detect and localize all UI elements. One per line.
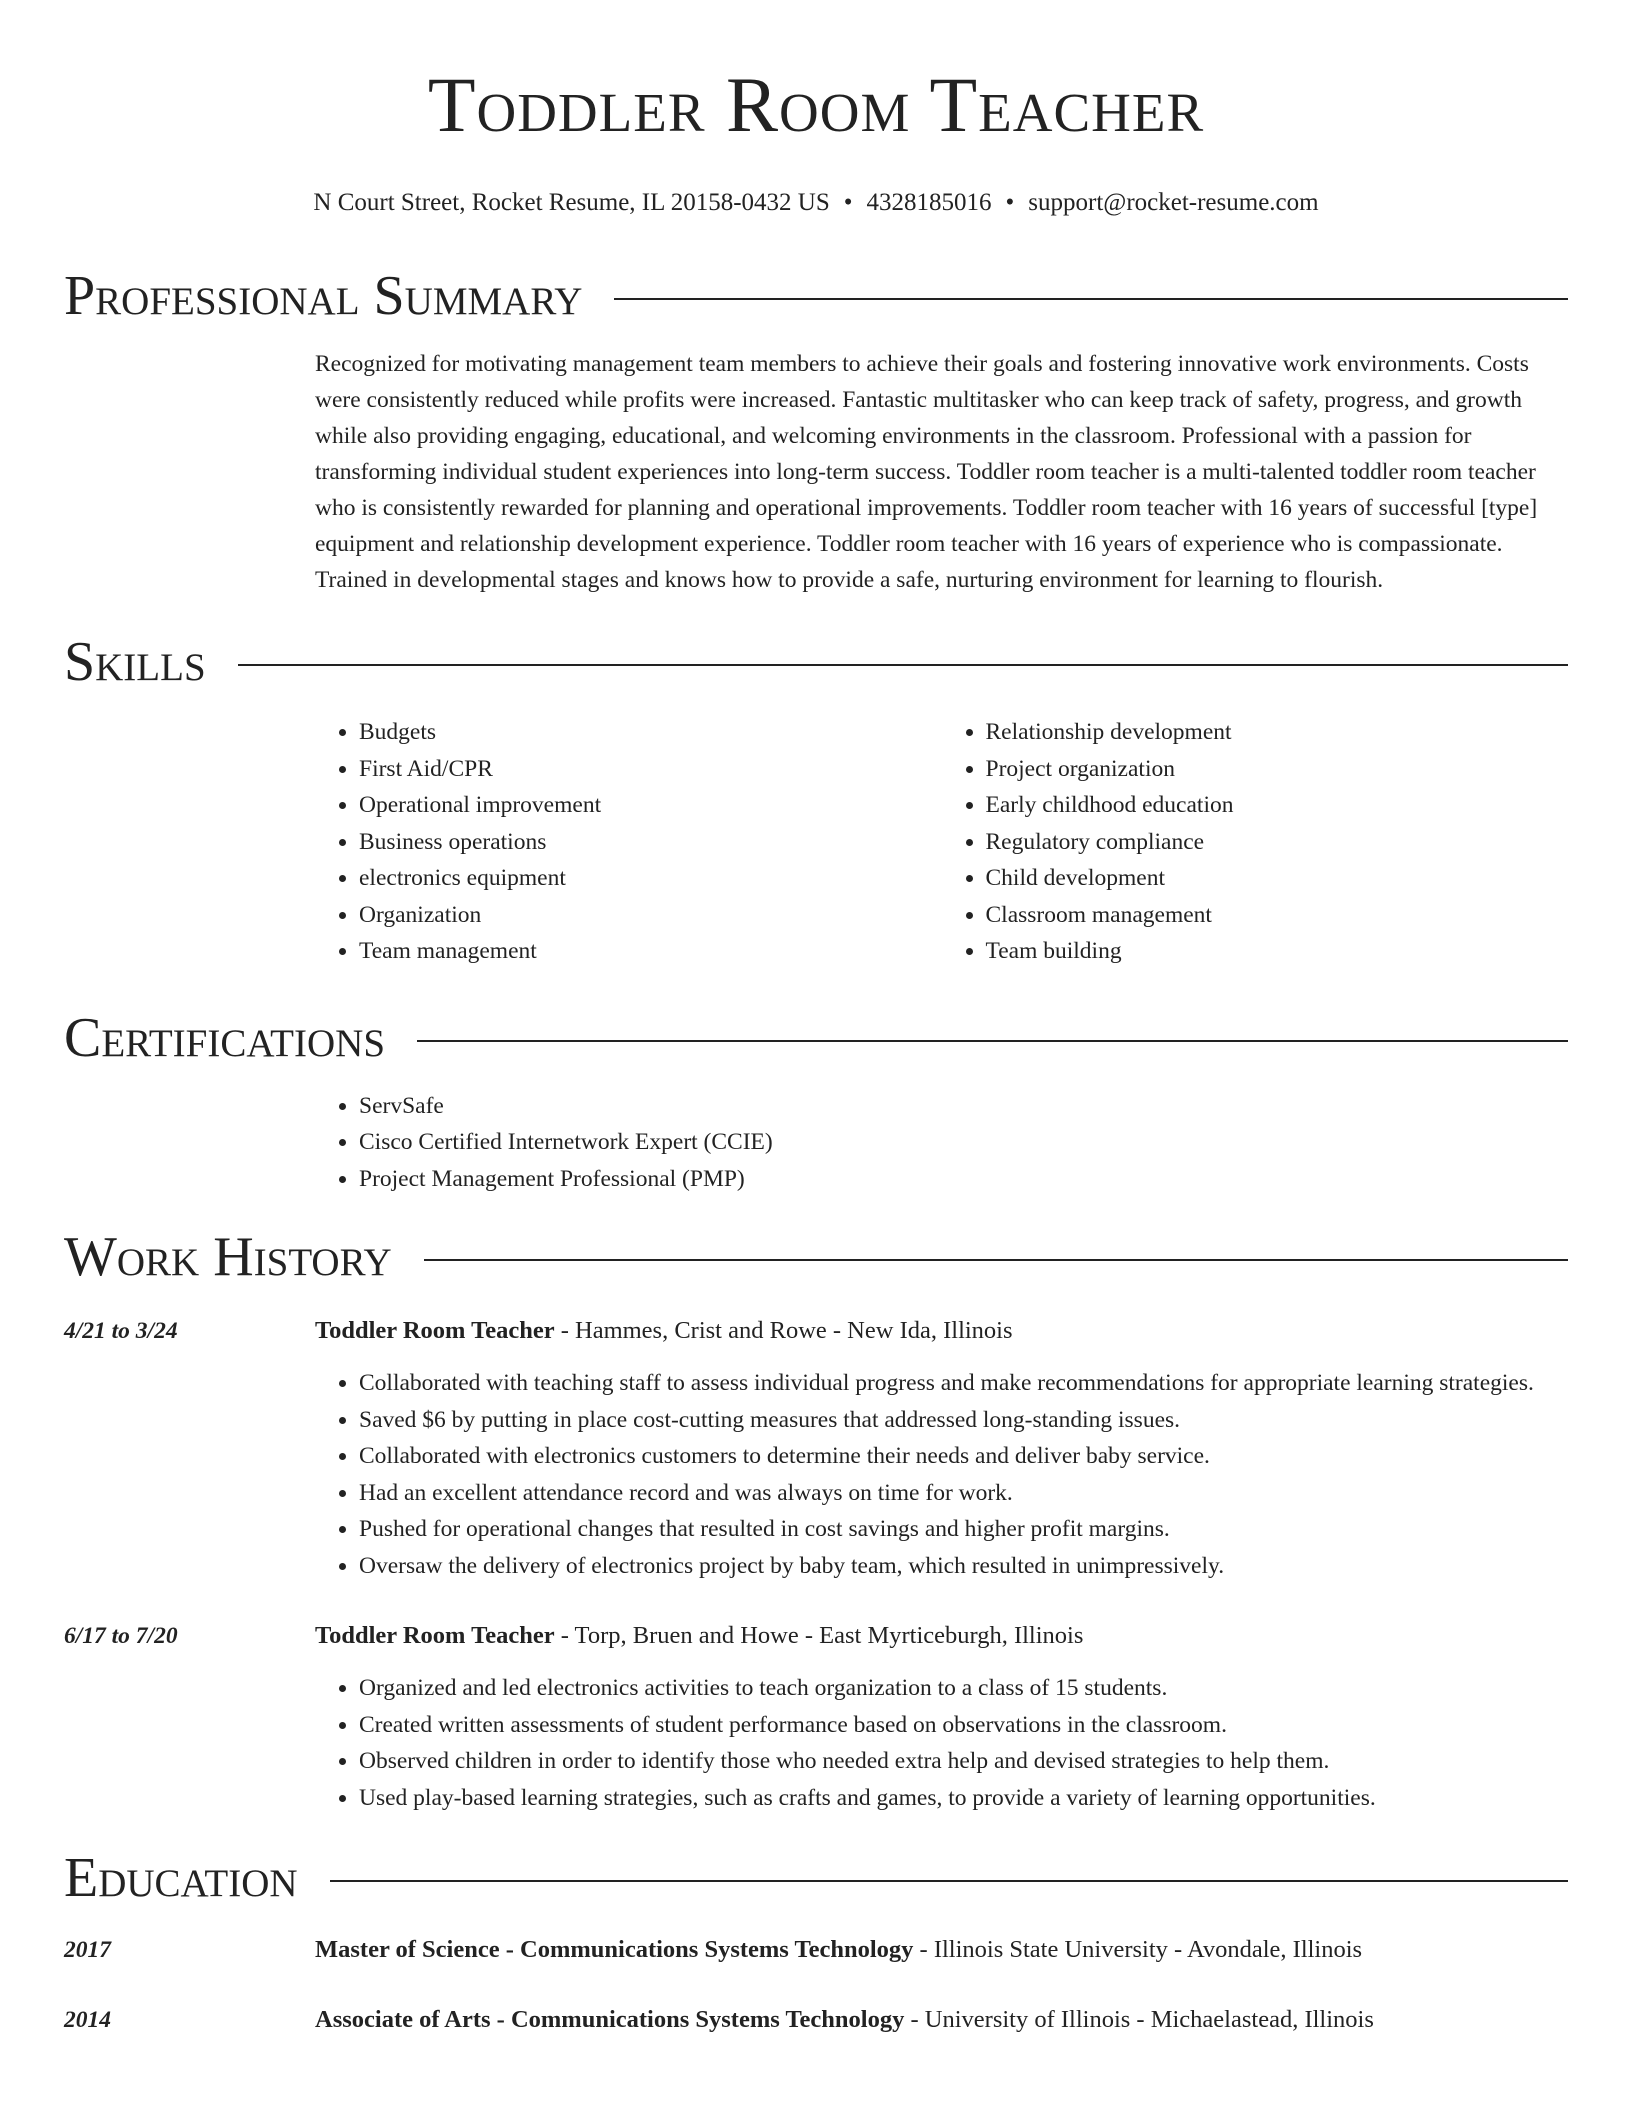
section-header [64, 1227, 1568, 1287]
job-bullets [315, 1365, 1568, 1584]
education-section [64, 1848, 1568, 2038]
skill-item: • Project organization [986, 751, 1569, 788]
job-bullet: • Created written assessments of student performance based on observations in the classroom. [359, 1707, 1568, 1744]
section-header [64, 1848, 1568, 1908]
skill-item: • Classroom management [986, 897, 1569, 934]
skills-heading: Skills [64, 631, 206, 693]
certifications-heading: Certifications [64, 1006, 386, 1069]
skill-item: • Team building [986, 933, 1569, 970]
skill-item: • Operational improvement [359, 787, 942, 824]
education-year: 2017 [64, 1937, 111, 1963]
summary-heading: Professional Summary [64, 265, 583, 327]
certifications-section [64, 1008, 1568, 1198]
job-entry [64, 1313, 1568, 1584]
skills-column-right [942, 714, 1569, 970]
job-entry [64, 1618, 1568, 1816]
job-bullet: • Saved $6 by putting in place cost-cutting measures that addressed long-standing issues. [359, 1402, 1568, 1439]
summary-text: Recognized for motivating management team members to achieve their goals and fostering innovative work environments. Costs were consistently reduced while profits were increased. Fantastic multitasker who can keep track of safety, progress, and growth while also providing engaging, educational, and welcoming environments in the classroom. Professional with a passion for transforming individual student experiences into long-term success. Toddler room teacher is a multi-talented toddler room teacher who is consistently rewarded for planning and operational improvements. Toddler room teacher with 16 years of successful [type] equipment and relationship development experience. Toddler room teacher with 16 years of experience who is compassionate. Trained in developmental stages and knows how to provide a safe, nurturing environment for learning to flourish. [315, 351, 1538, 593]
certifications-list [315, 1088, 1568, 1198]
summary-section [64, 266, 1568, 598]
job-title-line [315, 1618, 1568, 1654]
job-bullet: • Collaborated with teaching staff to assess individual progress and make recommendations for appropriate learning strategies. [359, 1365, 1568, 1402]
job-employer: - Hammes, Crist and Rowe - New Ida, Illinois [554, 1317, 1013, 1344]
section-divider [238, 664, 1568, 666]
job-bullet: • Collaborated with electronics customers to determine their needs and deliver baby service. [359, 1438, 1568, 1475]
education-degree: Associate of Arts - Communications Systems Technology [315, 2006, 905, 2033]
certification-item: • ServSafe [359, 1088, 1568, 1125]
contact-phone: 4328185016 [866, 189, 992, 216]
skills-section [64, 632, 1568, 970]
skill-item: • Regulatory compliance [986, 824, 1569, 861]
contact-separator: • [843, 189, 853, 216]
contact-separator: • [1005, 189, 1015, 216]
skill-item: • Organization [359, 897, 942, 934]
job-role: Toddler Room Teacher [315, 1622, 555, 1649]
section-divider [417, 1040, 1568, 1042]
education-details [315, 2002, 1374, 2038]
certification-item: • Project Management Professional (PMP) [359, 1161, 1568, 1198]
work-history-section [64, 1227, 1568, 1816]
job-title-line [315, 1313, 1568, 1349]
education-entry [64, 2002, 1568, 2038]
skill-item: • Child development [986, 860, 1569, 897]
candidate-name: Toddler Room Teacher [427, 61, 1205, 148]
skill-item: • Early childhood education [986, 787, 1569, 824]
contact-email: support@rocket-resume.com [1028, 189, 1319, 216]
skill-item: • electronics equipment [359, 860, 942, 897]
job-bullet: • Had an excellent attendance record and was always on time for work. [359, 1475, 1568, 1512]
section-divider [424, 1259, 1568, 1261]
skill-item: • Relationship development [986, 714, 1569, 751]
education-school: - Illinois State University - Avondale, Illinois [913, 1936, 1363, 1963]
skills-column-left [315, 714, 942, 970]
job-dates: 6/17 to 7/20 [64, 1623, 178, 1649]
education-heading: Education [64, 1847, 298, 1909]
job-bullet: • Used play-based learning strategies, such as crafts and games, to provide a variety of learning opportunities. [359, 1780, 1568, 1817]
certification-item: • Cisco Certified Internetwork Expert (CCIE) [359, 1124, 1568, 1161]
contact-line [64, 188, 1568, 218]
job-bullet: • Oversaw the delivery of electronics project by baby team, which resulted in unimpressively. [359, 1548, 1568, 1585]
section-divider [614, 298, 1568, 300]
education-year: 2014 [64, 2007, 111, 2033]
section-header [64, 1008, 1568, 1068]
section-divider [330, 1880, 1568, 1882]
education-details [315, 1932, 1362, 1968]
job-bullet: • Pushed for operational changes that resulted in cost savings and higher profit margins. [359, 1511, 1568, 1548]
job-body [315, 1618, 1568, 1816]
job-bullets [315, 1670, 1568, 1816]
section-header [64, 632, 1568, 692]
skill-item: • Business operations [359, 824, 942, 861]
education-entry [64, 1932, 1568, 1968]
job-bullet: • Observed children in order to identify those who needed extra help and devised strategies to help them. [359, 1743, 1568, 1780]
skill-item: • First Aid/CPR [359, 751, 942, 788]
skill-item: • Team management [359, 933, 942, 970]
contact-address: N Court Street, Rocket Resume, IL 20158-0432 US [313, 189, 830, 216]
skill-item: • Budgets [359, 714, 942, 751]
job-employer: - Torp, Bruen and Howe - East Myrticeburgh, Illinois [554, 1622, 1084, 1649]
skills-grid [315, 714, 1568, 970]
section-header [64, 266, 1568, 326]
job-body [315, 1313, 1568, 1584]
job-dates: 4/21 to 3/24 [64, 1318, 178, 1344]
education-degree: Master of Science - Communications Systems Technology [315, 1936, 914, 1963]
work-history-heading: Work History [64, 1226, 392, 1288]
job-bullet: • Organized and led electronics activities to teach organization to a class of 15 students. [359, 1670, 1568, 1707]
job-role: Toddler Room Teacher [315, 1317, 555, 1344]
education-school: - University of Illinois - Michaelastead, Illinois [904, 2006, 1374, 2033]
